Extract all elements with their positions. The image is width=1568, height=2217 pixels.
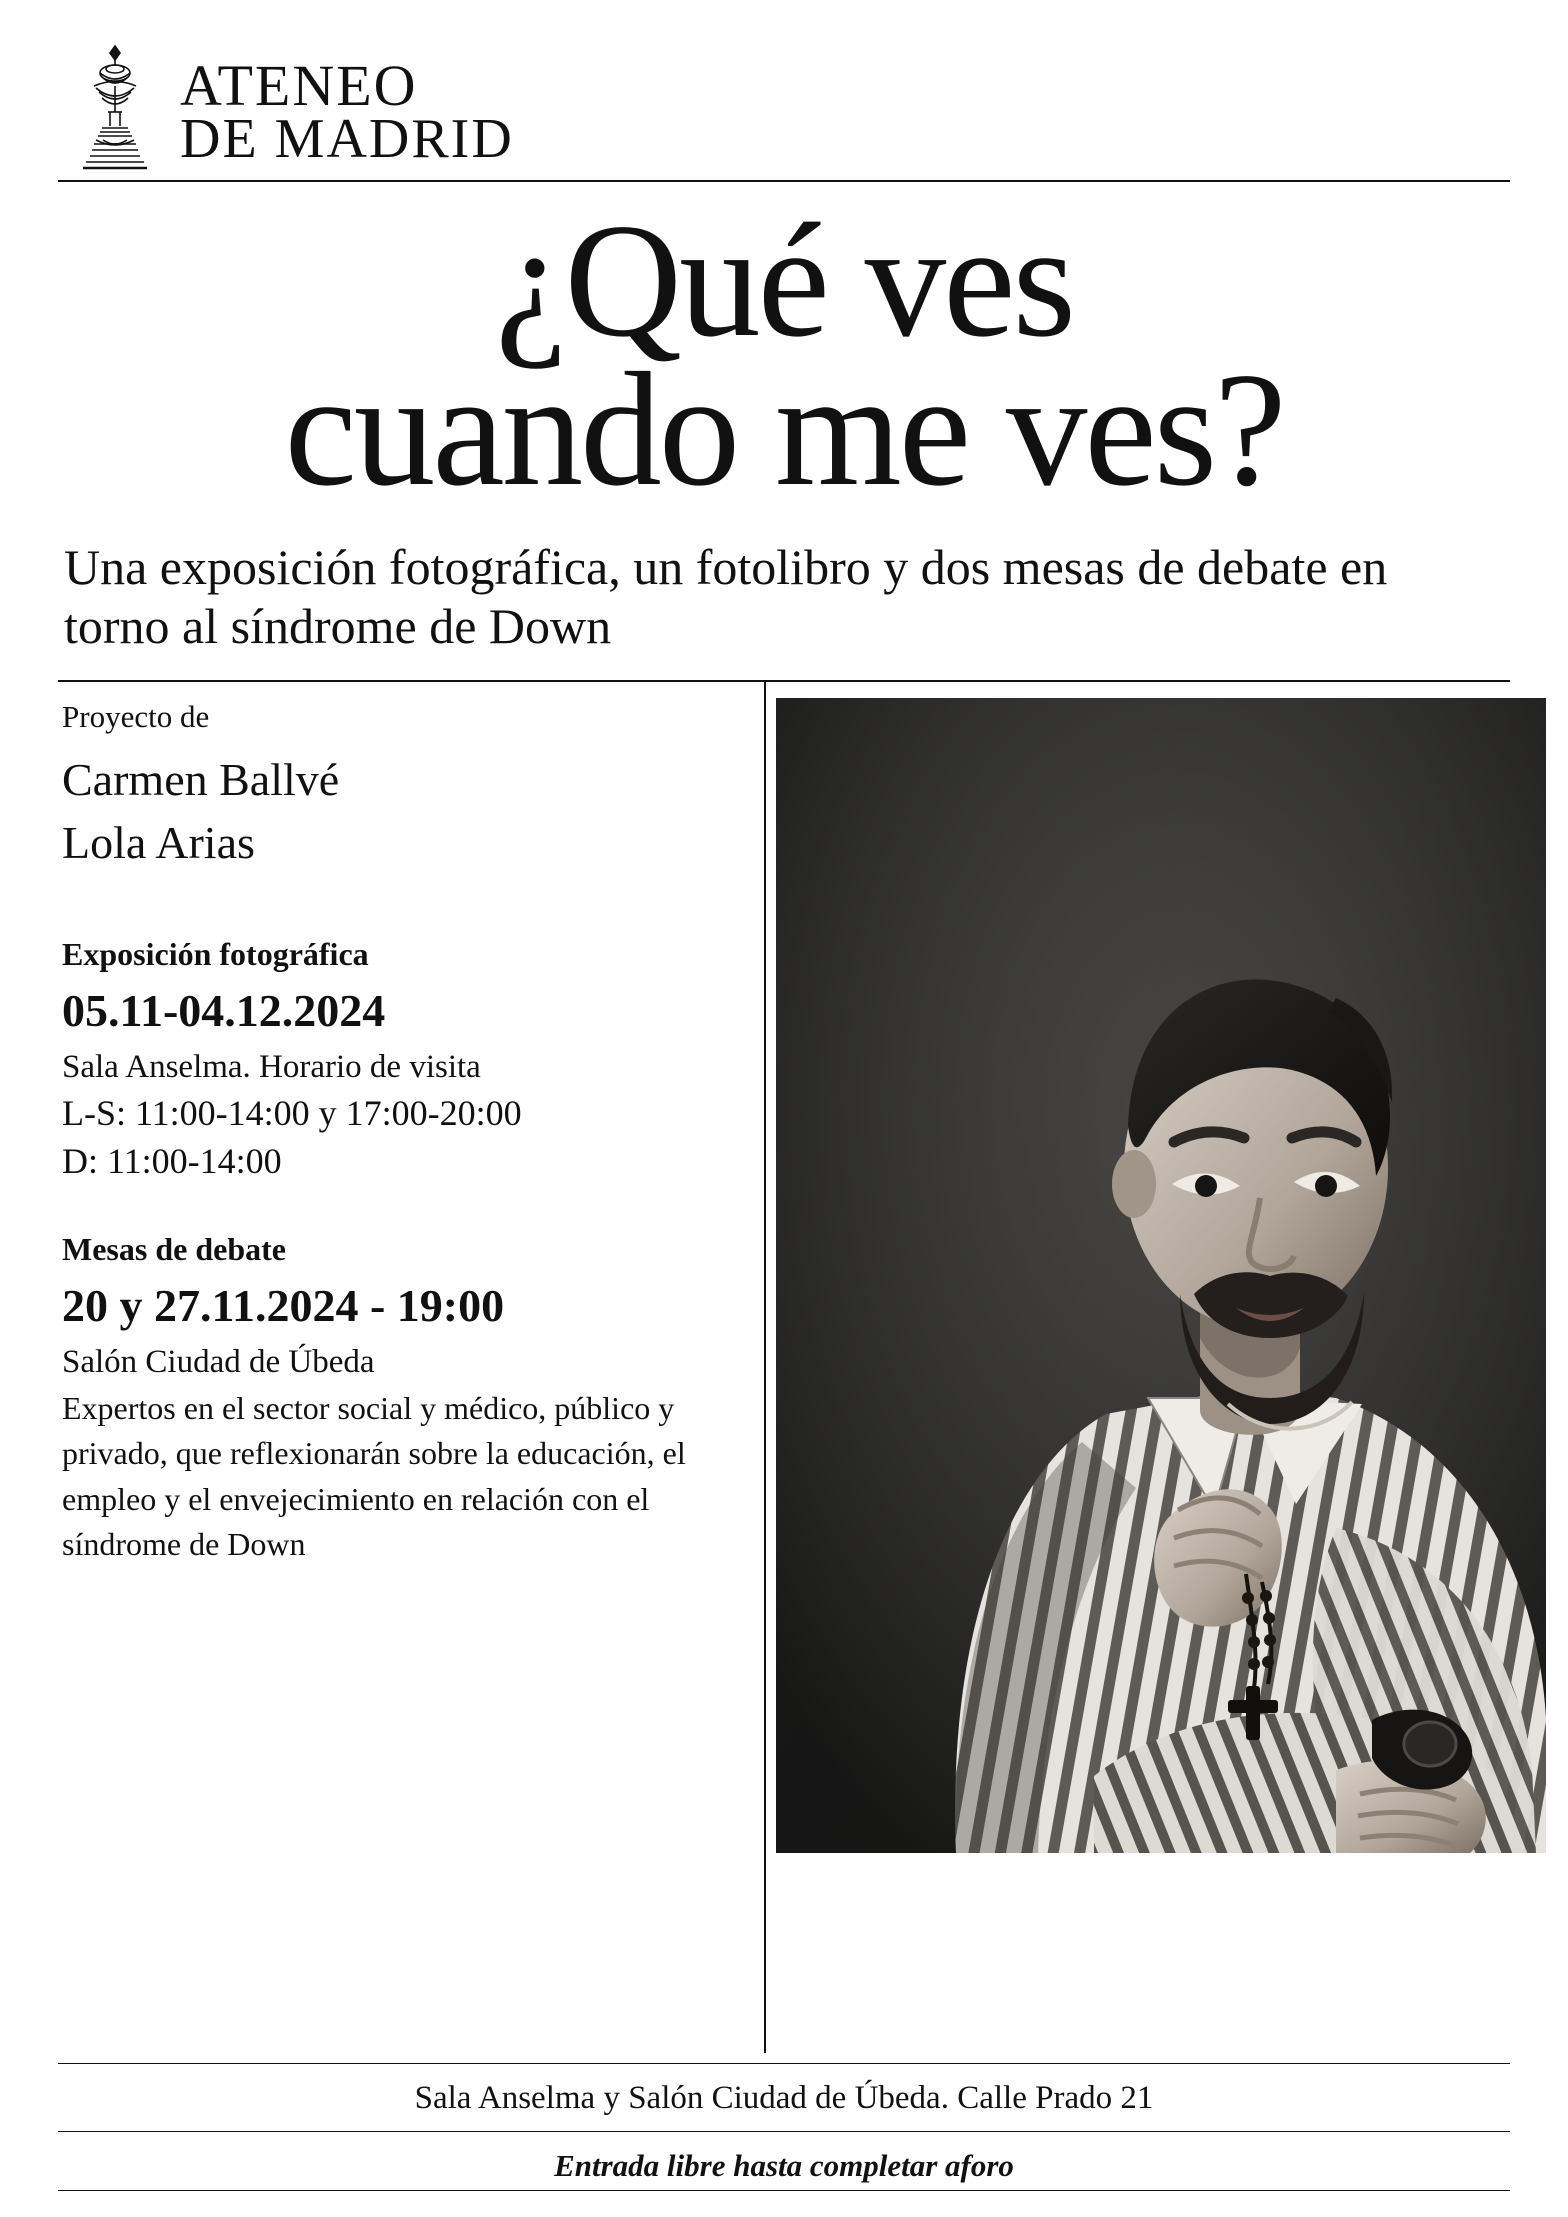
page-title-line-1: ¿Qué ves — [495, 191, 1073, 371]
info-column — [58, 698, 758, 2053]
exhibition-hours-sunday: D: 11:00-14:00 — [62, 1140, 282, 1181]
portrait-photo — [776, 698, 1546, 1853]
title-block — [58, 182, 1510, 680]
ateneo-crest-icon — [72, 42, 158, 170]
brand-line-2: DE MADRID — [180, 108, 514, 171]
exhibition-section — [62, 936, 732, 1185]
author-name-1: Carmen Ballvé — [62, 753, 340, 805]
poster-body — [58, 682, 1510, 2053]
page-subtitle: Una exposición fotográfica, un fotolibro y dos mesas de debate en torno al síndrome de Down — [64, 539, 1388, 654]
brand-wordmark — [180, 42, 514, 171]
exhibition-venue: Sala Anselma. Horario de visita — [62, 1048, 481, 1085]
footer-divider-bottom — [58, 2190, 1510, 2191]
author-name-2: Lola Arias — [62, 817, 255, 869]
exhibition-heading: Exposición fotográfica — [62, 935, 369, 972]
exhibition-hours-weekday: L-S: 11:00-14:00 y 17:00-20:00 — [62, 1092, 522, 1133]
photo-column — [758, 698, 1546, 2053]
debates-section — [62, 1231, 732, 1568]
debates-dates: 20 y 27.11.2024 - 19:00 — [62, 1280, 505, 1331]
column-divider — [764, 682, 766, 2053]
credits-label: Proyecto de — [62, 699, 210, 734]
brand-line-1: ATENEO — [180, 53, 418, 118]
footer-address: Sala Anselma y Salón Ciudad de Úbeda. Calle Prado 21 — [414, 2080, 1154, 2116]
debates-heading: Mesas de debate — [62, 1231, 286, 1267]
debates-description: Expertos en el sector social y médico, público y privado, que reflexionarán sobre la educación, el empleo y el envejecimiento en relación con el síndrome de Down — [62, 1389, 686, 1563]
page-title-line-2: cuando me ves? — [284, 340, 1284, 520]
debates-venue: Salón Ciudad de Úbeda — [62, 1343, 375, 1380]
footer-entry-note: Entrada libre hasta completar aforo — [554, 2148, 1014, 2183]
poster-header — [58, 42, 1510, 180]
poster-footer — [58, 2063, 1510, 2191]
exhibition-dates: 05.11-04.12.2024 — [62, 984, 386, 1036]
